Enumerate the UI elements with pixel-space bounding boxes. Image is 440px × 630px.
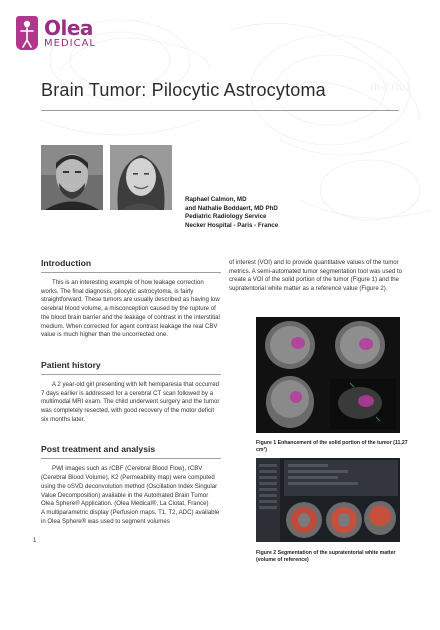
post-treatment-continued-text: of interest (VOI) and to provide quantitative values of the tumor metrics. A semi-automated tumor segmentation tool was used to create a VOI of the solid portion of the tumor (Figure 1) and the supratentorial white matter as a reference value (Figure 2).	[229, 259, 403, 293]
figure-2-caption: Figure 2 Segmentation of the supratentorial white matter (volume of reference)	[256, 550, 396, 563]
section-heading-patient-history: Patient history	[41, 359, 101, 370]
author-line: Pediatric Radiology Service	[185, 213, 267, 221]
figure-1-image	[256, 317, 400, 433]
article-title: Brain Tumor: Pilocytic Astrocytoma	[41, 80, 326, 100]
patient-history-paragraph	[41, 381, 221, 425]
figure-1-caption: Figure 1 Enhancement of the solid portion of the tumor (11,27 cm³)	[256, 440, 408, 453]
post-treatment-text-2: A multiparametric display (Perfusion maps, T1, T2, ADC) available in Olea Sphere® was used to segment volumes	[41, 508, 220, 525]
author-photo-1	[41, 145, 103, 210]
right-column	[229, 259, 409, 294]
section-divider	[41, 272, 221, 273]
page-number: 1	[33, 538, 37, 544]
post-treatment-text-1: PWI images such as rCBF (Cerebral Blood Flow), rCBV (Cerebral Blood Volume), K2 (Permeability map) were computed using the oSVD deconvolution method (Oscillation Index Singular Value Decomposition) available in the Automated Brain Tumor Olea Sphere® Application. (Olea Medical®, La Ciotat, France)	[41, 465, 218, 508]
logo-emblem	[16, 16, 38, 50]
author-line: Raphael Calmon, MD	[185, 196, 247, 203]
logo-brand: Olea	[44, 15, 93, 40]
title-divider	[41, 110, 399, 111]
svg-text:(h₁) (h₂): (h₁) (h₂)	[370, 82, 410, 93]
post-treatment-paragraph	[41, 465, 221, 526]
author-line: and Nathalie Boddaert, MD PhD	[185, 204, 278, 212]
author-block	[185, 196, 278, 230]
left-column	[41, 258, 221, 526]
section-heading-post-treatment: Post treatment and analysis	[41, 444, 156, 455]
section-divider	[41, 374, 221, 375]
section-divider	[41, 458, 221, 459]
introduction-text: This is an interesting example of how leakage correction works. The final diagnosis, pilocytic astrocytoma, is fairly straightforward. These tumors are usually described as having low cerebral blood volume, a misconception caused by the rupture of the blood brain barrier and the leakage of contrast in the interstitial medium. When corrected for agent contrast leakage the real CBV value is much higher than the uncorrected one.	[41, 279, 220, 339]
author-photo-2	[110, 145, 172, 210]
author-line: Necker Hospital - Paris - France	[185, 221, 279, 229]
patient-history-text: A 2 year-old girl presenting with left hemiparesia that occurred 7 days earlier is addressed for a cerebral CT scan followed by a multimodal MRI exam. The child underwent surgery and the tumor was completely resected, with good recovery of the motor deficit six months later.	[41, 380, 220, 423]
figure-2-image	[256, 458, 400, 542]
logo-sub: MEDICAL	[44, 37, 96, 49]
olea-medical-logo[interactable]	[16, 16, 96, 50]
section-heading-introduction: Introduction	[41, 258, 92, 268]
introduction-paragraph	[41, 279, 221, 340]
